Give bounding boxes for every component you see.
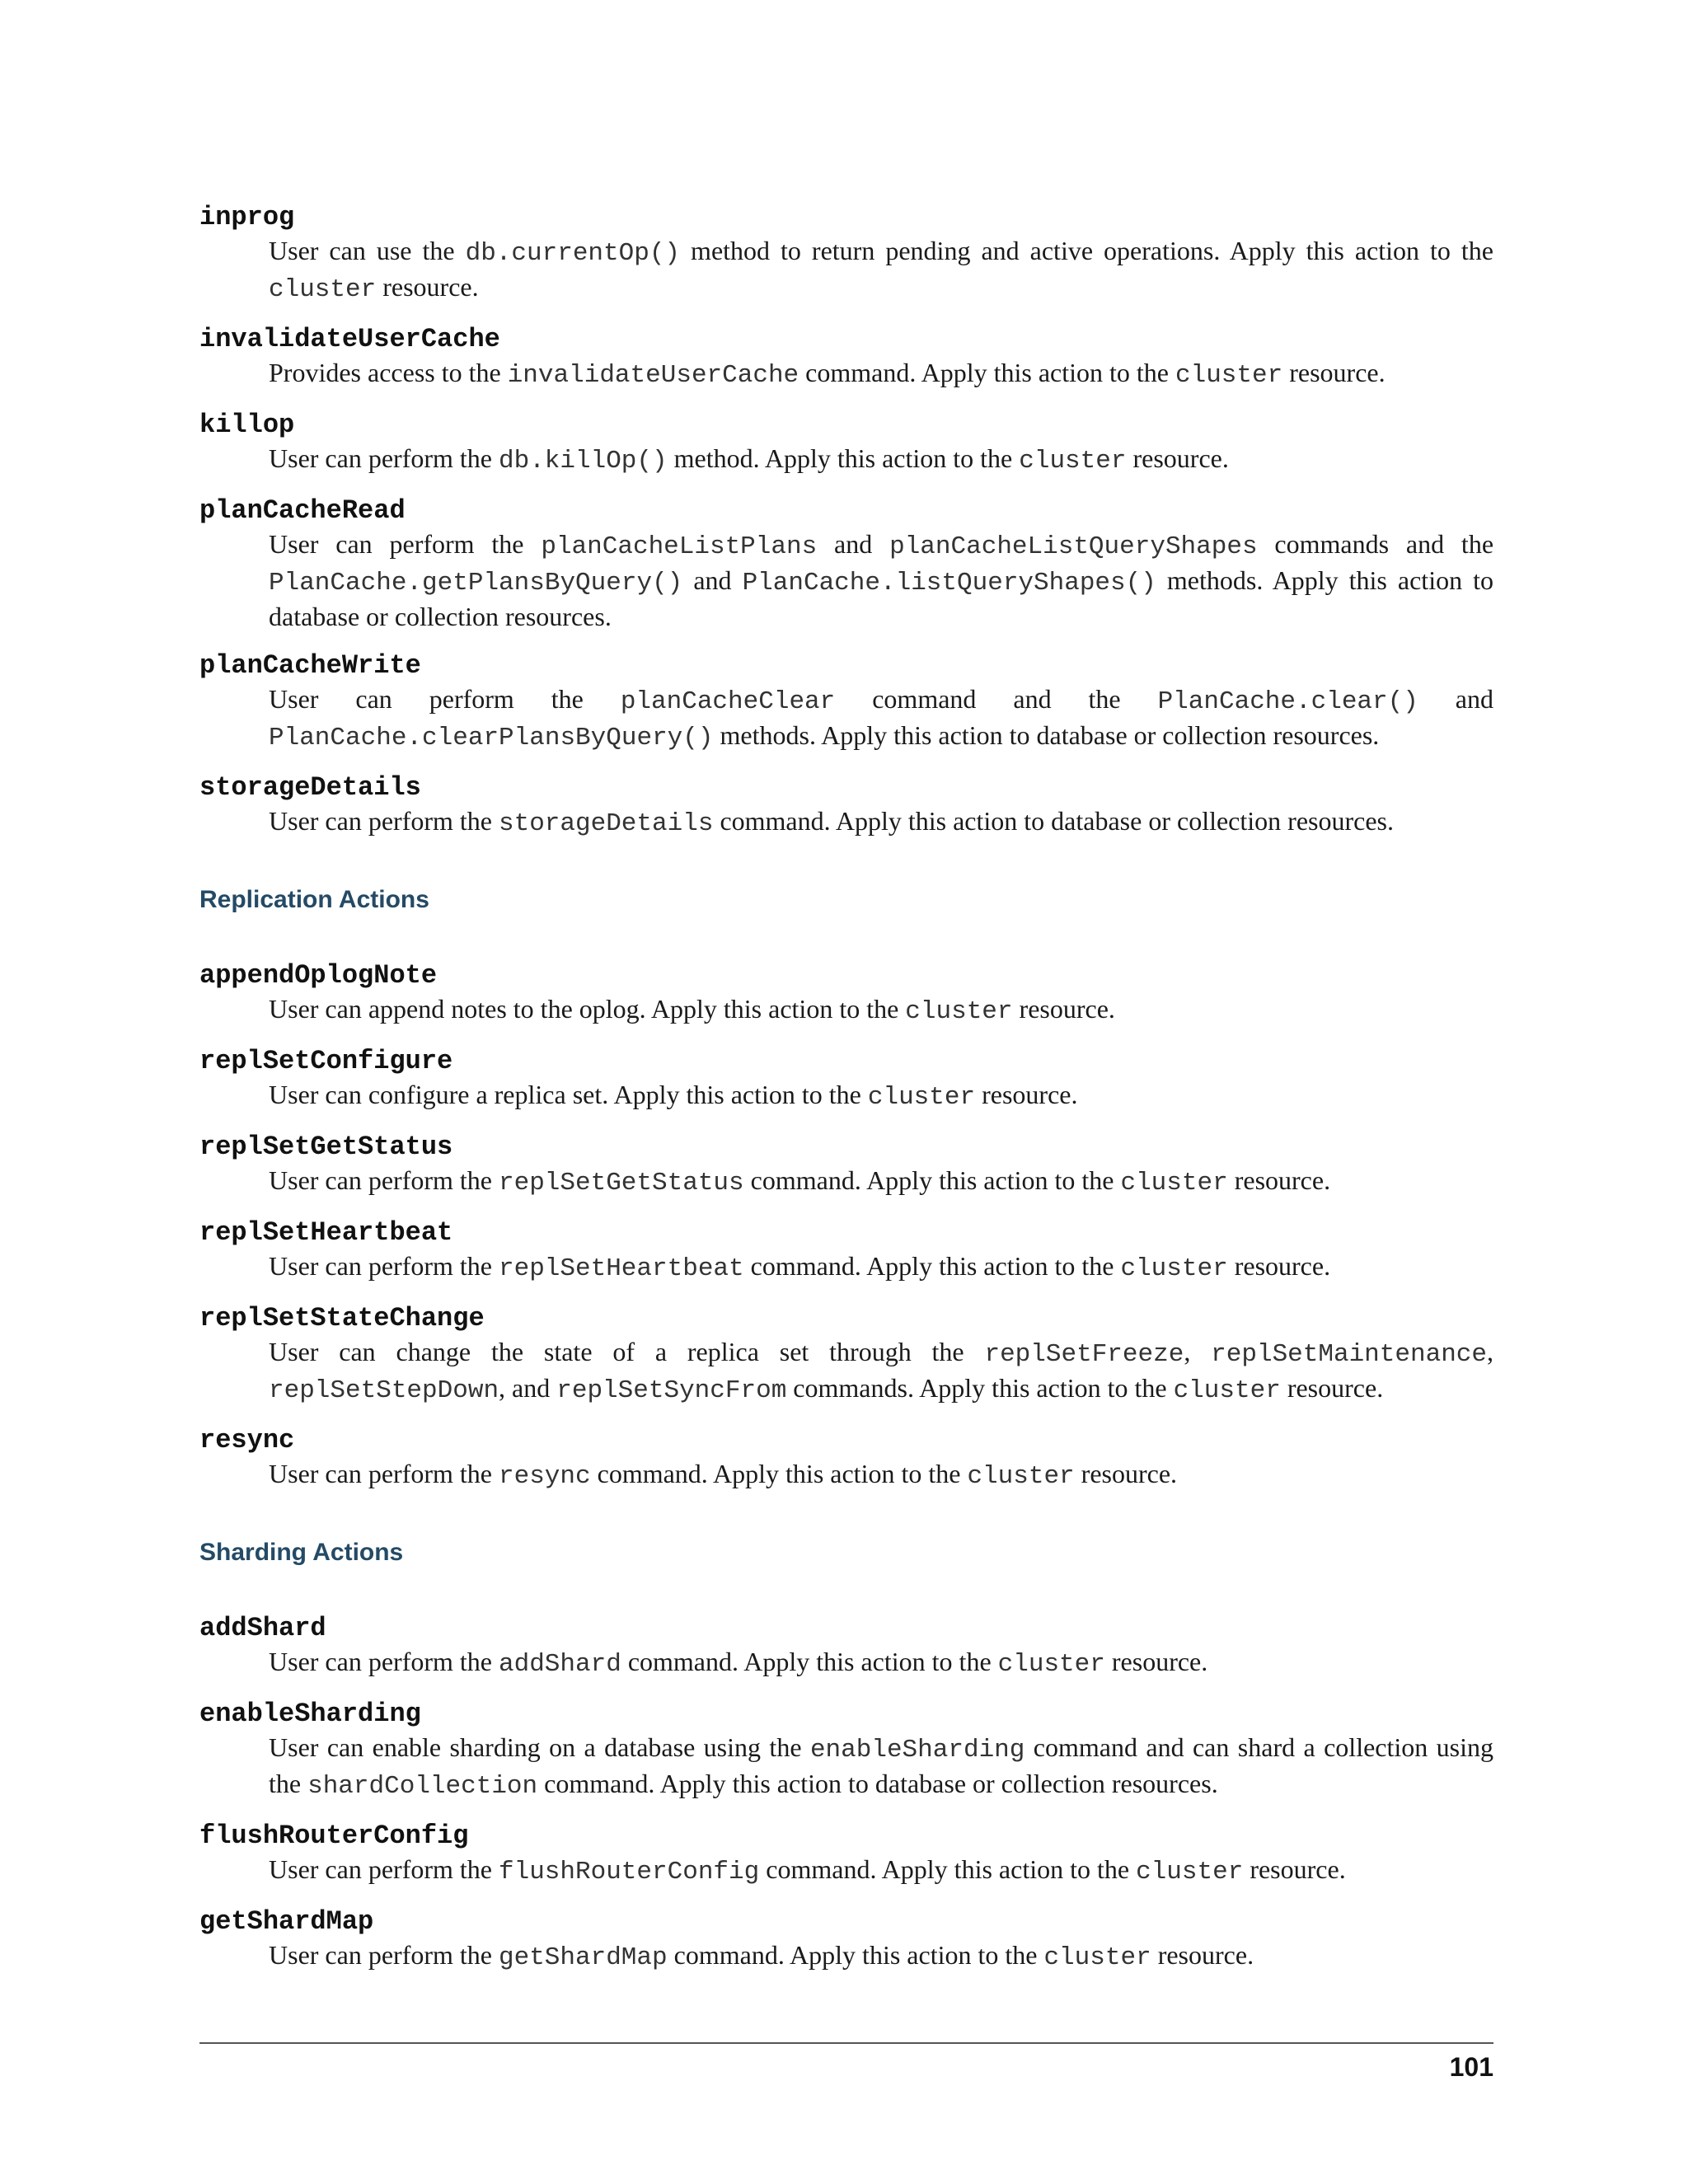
definition-entry [199,409,1493,478]
action-term: replSetStateChange [199,1303,485,1333]
definition-entry [199,1698,1493,1803]
inline-code: PlanCache.clear() [1157,687,1418,716]
action-description [269,1853,1493,1889]
description-text: and [682,565,743,595]
action-term: replSetHeartbeat [199,1217,453,1248]
definition-entry [199,1905,1493,1975]
inline-code: addShard [498,1650,621,1679]
description-text: command. Apply this action to the [621,1647,998,1676]
description-text: User can perform the [269,1647,499,1676]
action-term: getShardMap [199,1906,374,1937]
definition-entry [199,1045,1493,1114]
description-text: command. Apply this action to the [743,1251,1121,1281]
description-text: resource. [975,1080,1078,1109]
description-text: commands. Apply this action to the [786,1373,1174,1403]
description-text: User can perform the [269,806,499,836]
inline-code: shardCollection [307,1772,538,1801]
footer-rule [199,2042,1493,2044]
inline-code: cluster [1019,447,1127,476]
definition-entry [199,959,1493,1029]
description-text: command. Apply this action to database or collection resources. [713,806,1394,836]
description-text: User can perform the [269,1854,499,1884]
inline-code: PlanCache.clearPlansByQuery() [269,724,714,752]
description-text: User can configure a replica set. Apply this action to the [269,1080,868,1109]
action-description [269,234,1493,307]
action-term: planCacheWrite [199,650,421,681]
inline-code: cluster [905,997,1013,1026]
description-text: User can perform the [269,1940,499,1970]
inline-code: PlanCache.getPlansByQuery() [269,569,683,598]
action-term: flushRouterConfig [199,1821,469,1851]
definition-entry [199,201,1493,307]
inline-code: getShardMap [498,1943,668,1972]
description-text: User can perform the [269,443,499,473]
definition-entry [199,649,1493,755]
action-description [269,1645,1493,1681]
description-text: resource. [1243,1854,1346,1884]
definition-entry [199,1131,1493,1200]
definition-entry [199,1612,1493,1681]
description-text: User can change the state of a replica set through the [269,1337,985,1366]
description-text: User can perform the [269,1459,499,1488]
action-term: storageDetails [199,772,421,803]
page-number: 101 [1449,2052,1493,2082]
inline-code: db.killOp() [498,447,668,476]
action-term: appendOplogNote [199,960,438,991]
definition-entry [199,1216,1493,1286]
inline-code: flushRouterConfig [498,1858,760,1886]
inline-code: replSetMaintenance [1211,1340,1488,1369]
description-text: command and can shard a collection using the [269,1732,1494,1798]
description-text: resource. [1227,1165,1331,1195]
action-term: enableSharding [199,1699,421,1729]
action-term: addShard [199,1613,326,1643]
action-description [269,804,1493,841]
action-description [269,1731,1493,1803]
definition-entry [199,771,1493,841]
description-text: methods. Apply this action to database or collection resources. [713,720,1380,750]
inline-code: cluster [1136,1858,1244,1886]
inline-code: cluster [1175,361,1283,390]
inline-code: cluster [1120,1169,1228,1197]
inline-code: planCacheListPlans [541,532,818,561]
description-text: resource. [1126,443,1229,473]
action-term: replSetConfigure [199,1046,453,1076]
definition-entry [199,323,1493,392]
description-text: resource. [1104,1647,1208,1676]
definition-entry [199,1424,1493,1493]
inline-code: db.currentOp() [465,239,681,268]
description-text: User can perform the [269,1251,499,1281]
action-term: planCacheRead [199,495,406,526]
inline-code: planCacheClear [620,687,836,716]
description-text: User can append notes to the oplog. Apply this action to the [269,994,906,1024]
description-text: , [1487,1337,1494,1366]
page-content [199,201,1493,1991]
section-heading: Replication Actions [199,886,429,913]
description-text: User can perform the [269,529,542,559]
inline-code: cluster [1173,1376,1281,1405]
description-text: resource. [1282,358,1386,387]
description-text: command. Apply this action to the [799,358,1175,387]
description-text: Provides access to the [269,358,508,387]
description-text: commands and the [1257,529,1494,559]
action-term: invalidateUserCache [199,324,500,354]
description-text: command. Apply this action to database or collection resources. [537,1769,1218,1798]
inline-code: PlanCache.listQueryShapes() [742,569,1156,598]
description-text: command. Apply this action to the [667,1940,1044,1970]
inline-code: replSetHeartbeat [498,1254,744,1283]
inline-code: storageDetails [498,809,714,838]
definition-entry [199,1302,1493,1408]
action-term: inprog [199,202,295,232]
inline-code: replSetStepDown [269,1376,499,1405]
description-text: User can perform the [269,1165,499,1195]
description-text: , and [499,1373,557,1403]
inline-code: enableSharding [809,1736,1025,1765]
action-term: resync [199,1425,295,1455]
description-text: resource. [1012,994,1115,1024]
inline-code: planCacheListQueryShapes [889,532,1258,561]
inline-code: cluster [1120,1254,1228,1283]
description-text: User can enable sharding on a database using the [269,1732,810,1762]
description-text: resource. [376,272,479,302]
action-description [269,442,1493,478]
inline-code: resync [498,1462,591,1491]
inline-code: cluster [967,1462,1075,1491]
inline-code: cluster [1043,1943,1151,1972]
action-description [269,1164,1493,1200]
description-text: User can perform the [269,684,621,714]
action-description [269,1335,1493,1408]
action-term: replSetGetStatus [199,1132,453,1162]
action-description [269,992,1493,1029]
description-text: resource. [1280,1373,1384,1403]
inline-code: replSetFreeze [984,1340,1184,1369]
description-text: method to return pending and active operations. Apply this action to the [680,236,1493,265]
inline-code: replSetSyncFrom [556,1376,787,1405]
action-description [269,1249,1493,1286]
description-text: command. Apply this action to the [590,1459,968,1488]
description-text: resource. [1151,1940,1254,1970]
action-description [269,1938,1493,1975]
description-text: command. Apply this action to the [759,1854,1137,1884]
description-text: resource. [1227,1251,1331,1281]
description-text: resource. [1074,1459,1178,1488]
description-text: methods. Apply this action to database or collection resources. [269,565,1493,631]
action-description [269,356,1493,392]
description-text: command and the [835,684,1158,714]
section-heading: Sharding Actions [199,1539,404,1566]
inline-code: cluster [867,1083,976,1112]
description-text: and [817,529,890,559]
inline-code: cluster [997,1650,1105,1679]
action-description [269,1457,1493,1493]
action-description [269,682,1493,755]
description-text: method. Apply this action to the [667,443,1020,473]
action-description [269,527,1493,633]
description-text: command. Apply this action to the [743,1165,1121,1195]
description-text: User can use the [269,236,466,265]
definition-entry [199,494,1493,633]
description-text: and [1418,684,1494,714]
description-text: , [1184,1337,1212,1366]
inline-code: replSetGetStatus [498,1169,744,1197]
inline-code: cluster [269,275,377,304]
action-term: killop [199,410,295,440]
action-description [269,1078,1493,1114]
inline-code: invalidateUserCache [507,361,799,390]
definition-entry [199,1820,1493,1889]
